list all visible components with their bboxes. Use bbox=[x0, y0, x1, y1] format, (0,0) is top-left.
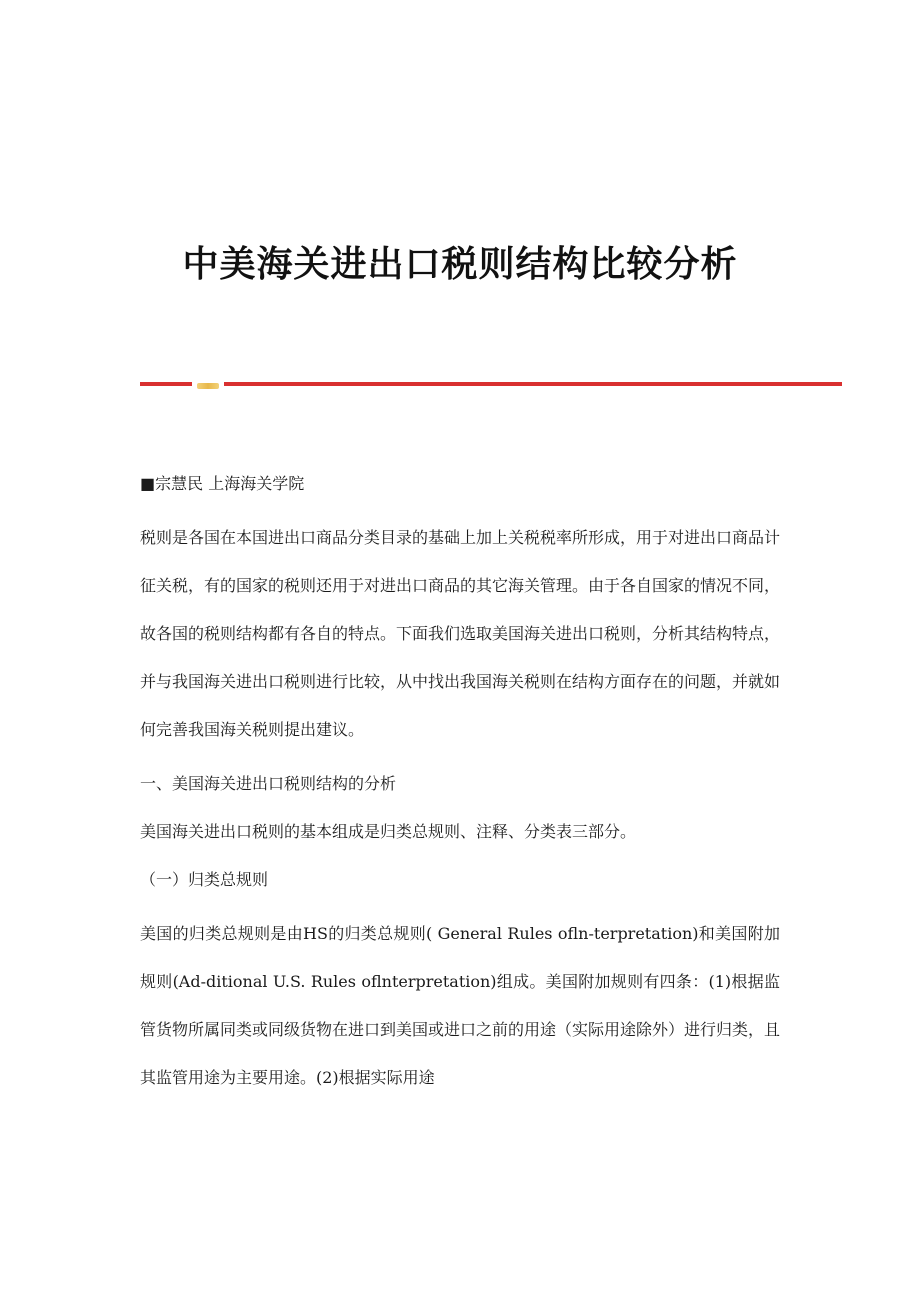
subsection-heading-1: （一）归类总规则 bbox=[140, 870, 269, 889]
section-heading-1: 一、美国海关进出口税则结构的分析 bbox=[140, 774, 397, 793]
paragraph-general-rules: 美国的归类总规则是由HS的归类总规则( General Rules ofln-terpretation)和美国附加规则(Ad-ditional U.S. Rules oflnterpretation)组成。美国附加规则有四条：(1)根据监管货物所属同类或同级货物在进口到美国或进口之前的用途（实际用途除外）进行归类，且其监管用途为主要用途。(2)根据实际用途 bbox=[140, 924, 781, 1087]
author-line: ■宗慧民 上海海关学院 bbox=[140, 474, 305, 493]
divider-ornament-icon bbox=[197, 383, 219, 389]
title-divider bbox=[140, 380, 842, 386]
document-title: 中美海关进出口税则结构比较分析 bbox=[182, 244, 738, 286]
divider-right-segment bbox=[224, 382, 842, 386]
paragraph-intro: 税则是各国在本国进出口商品分类目录的基础上加上关税税率所形成，用于对进出口商品计征关税，有的国家的税则还用于对进出口商品的其它海关管理。由于各自国家的情况不同，故各国的税则结构都有各自的特点。下面我们选取美国海关进出口税则，分析其结构特点，并与我国海关进出口税则进行比较，从中找出我国海关税则在结构方面存在的问题，并就如何完善我国海关税则提出建议。 bbox=[140, 528, 781, 739]
divider-left-segment bbox=[140, 382, 192, 386]
paragraph-components: 美国海关进出口税则的基本组成是归类总规则、注释、分类表三部分。 bbox=[140, 822, 637, 841]
document-body bbox=[140, 466, 780, 1102]
